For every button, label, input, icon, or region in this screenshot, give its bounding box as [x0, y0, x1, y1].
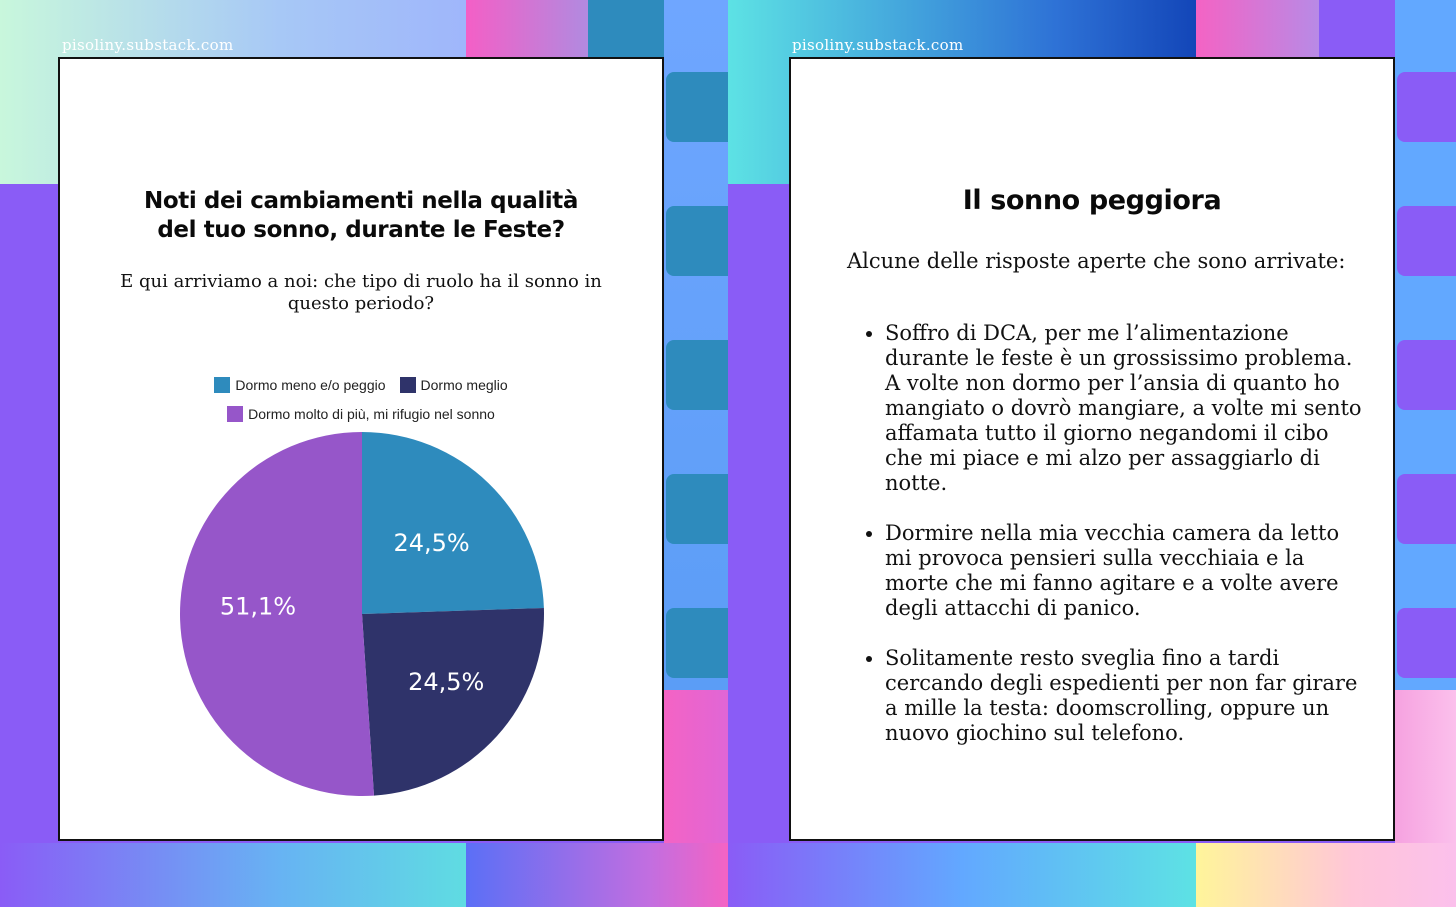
bg-block [1397, 72, 1456, 142]
subtitle-line: questo periodo? [287, 293, 435, 314]
bg-block [0, 843, 466, 907]
slice-label: 51,1% [219, 592, 297, 621]
bg-block [728, 843, 1196, 907]
bg-block [1196, 843, 1456, 907]
quote-item: • Dormire nella mia vecchia camera da letto mi provoca pensieri sulla vecchiaia e la morte che mi fanno agitare e a volte avere degli attacchi di panico. [885, 521, 1363, 621]
bg-block [1397, 474, 1456, 544]
bg-block [1196, 0, 1319, 57]
intro-text: Alcune delle risposte aperte che sono arrivate: [847, 249, 1346, 273]
quotes-card [789, 57, 1395, 841]
bg-block [1319, 0, 1395, 57]
legend-label: Dormo molto di più, mi rifugio nel sonno [248, 406, 495, 422]
bg-block [1397, 608, 1456, 678]
bg-block [1397, 206, 1456, 276]
quote-item: • Soffro di DCA, per me l’alimentazione durante le feste è un grossissimo problema. A volte non dormo per l’ansia di quanto ho mangiato o dovrò mangiare, a volte mi sento affamata tutto il giorno negandomi il cibo che mi piace e mi alzo per assaggiarlo di notte. [885, 321, 1363, 496]
bg-block [466, 0, 588, 57]
subtitle-line: E qui arriviamo a noi: che tipo di ruolo ha il sonno in [120, 271, 602, 292]
bg-block [666, 608, 728, 678]
slice-label: 24,5% [408, 668, 485, 697]
legend-label: Dormo meno e/o peggio [235, 377, 386, 393]
legend-label: Dormo meglio [420, 377, 508, 393]
watermark: pisoliny.substack.com [62, 36, 234, 54]
bg-block [588, 0, 664, 57]
right-slide [728, 0, 1456, 907]
slide-title: Il sonno peggiora [962, 185, 1222, 216]
bg-block [728, 184, 789, 844]
bg-block [666, 340, 728, 410]
bg-block [666, 474, 728, 544]
slice-label: 24,5% [393, 529, 470, 558]
bg-block [666, 206, 728, 276]
quotes-list [847, 321, 1363, 771]
pie-slice [362, 608, 544, 796]
bg-block [1397, 340, 1456, 410]
quote-item: • Solitamente resto sveglia fino a tardi cercando degli espedienti per non far girare a mille la testa: doomscrolling, oppure un nuovo giochino sul telefono. [885, 646, 1363, 746]
bg-block [466, 843, 728, 907]
title-line: del tuo sonno, durante le Feste? [157, 217, 565, 243]
title-line: Noti dei cambiamenti nella qualità [143, 188, 578, 214]
pie-chart [60, 59, 662, 839]
bg-block [666, 72, 728, 142]
chart-card [58, 57, 664, 841]
pie-slice [362, 432, 544, 614]
watermark: pisoliny.substack.com [792, 36, 964, 54]
